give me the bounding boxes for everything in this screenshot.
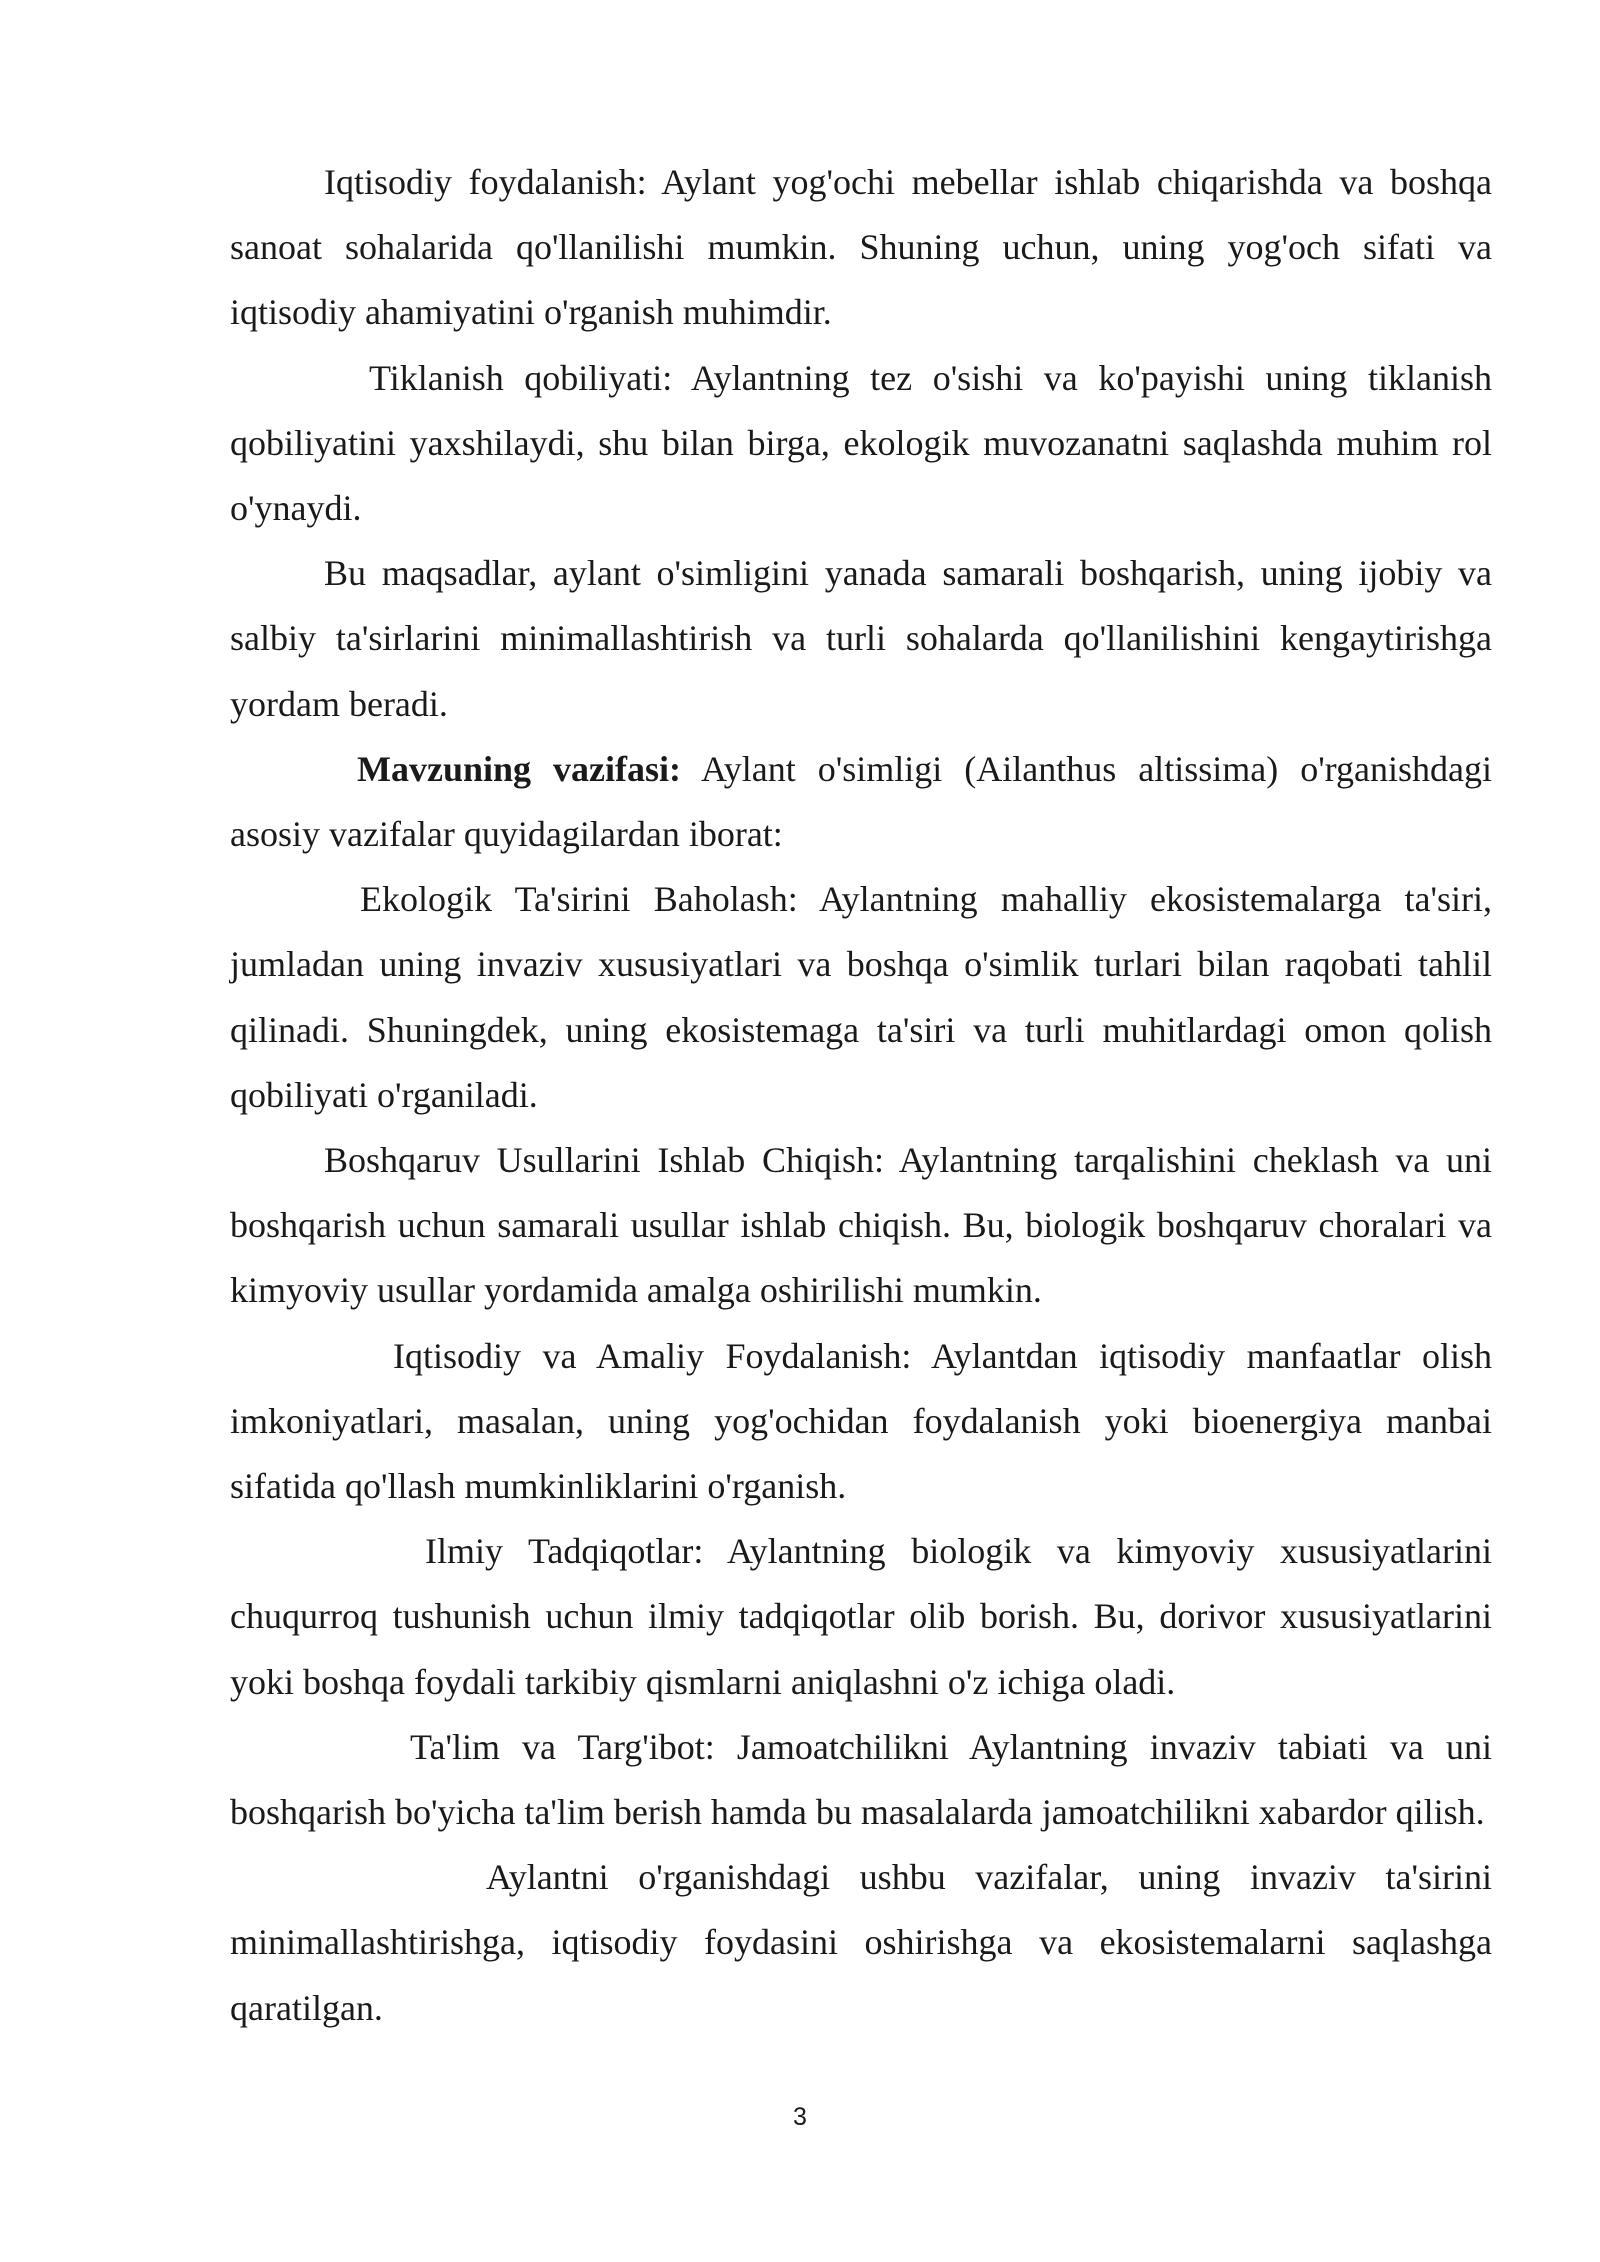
paragraph-conclusion xyxy=(230,1845,1492,2041)
paragraph-ekologik-tasir xyxy=(230,867,1492,1128)
paragraph-iqtisodiy-amaliy xyxy=(230,1324,1492,1520)
paragraph-text: Boshqaruv Usullarini Ishlab Chiqish: Aylantning tarqalishini cheklash va uni boshqarish uchun samarali usullar ishlab chiqish. Bu, biologik boshqaruv choralari va kimyoviy usullar yordamida amalga oshirilishi mumkin. xyxy=(230,1140,1492,1311)
paragraph-text: Iqtisodiy foydalanish: Aylant yog'ochi mebellar ishlab chiqarishda va boshqa sanoat sohalarida qo'llanilishi mumkin. Shuning uchun, uning yog'och sifati va iqtisodiy ahamiyatini o'rganish muhimdir. xyxy=(230,162,1492,333)
paragraph-talim-targibot xyxy=(230,1715,1492,1845)
paragraph-mavzuning-vazifasi xyxy=(230,737,1492,867)
paragraph-text: Bu maqsadlar, aylant o'simligini yanada samarali boshqarish, uning ijobiy va salbiy ta'sirlarini minimallashtirish va turli sohalarda qo'llanilishini kengaytirishga yordam beradi. xyxy=(230,553,1492,724)
paragraph-iqtisodiy-foydalanish xyxy=(230,150,1492,346)
body-text xyxy=(230,150,1492,2041)
paragraph-text: Ilmiy Tadqiqotlar: Aylantning biologik va kimyoviy xususiyatlarini chuqurroq tushunish uchun ilmiy tadqiqotlar olib borish. Bu, dorivor xususiyatlarini yoki boshqa foydali tarkibiy qismlarni aniqlashni o'z ichiga oladi. xyxy=(230,1531,1492,1702)
paragraph-maqsadlar-summary xyxy=(230,541,1492,737)
page-number: 3 xyxy=(793,2103,807,2131)
paragraph-ilmiy-tadqiqotlar xyxy=(230,1519,1492,1715)
paragraph-text: Aylantni o'rganishdagi ushbu vazifalar, uning invaziv ta'sirini minimallashtirishga, iqtisodiy foydasini oshirishga va ekosistemalarni saqlashga qaratilgan. xyxy=(230,1857,1492,2028)
paragraph-tiklanish-qobiliyati xyxy=(230,346,1492,542)
paragraph-text: Ekologik Ta'sirini Baholash: Aylantning mahalliy ekosistemalarga ta'siri, jumladan uning invaziv xususiyatlari va boshqa o'simlik turlari bilan raqobati tahlil qilinadi. Shuningdek, uning ekosistemaga ta'siri va turli muhitlardagi omon qolish qobiliyati o'rganiladi. xyxy=(230,879,1492,1115)
paragraph-text: Aylant o'simligi (Ailanthus altissima) o'rganishdagi asosiy vazifalar quyidagilardan iborat: xyxy=(230,748,1492,855)
paragraph-text: Iqtisodiy va Amaliy Foydalanish: Aylantdan iqtisodiy manfaatlar olish imkoniyatlari, masalan, uning yog'ochidan foydalanish yoki bioenergiya manbai sifatida qo'llash mumkinliklarini o'rganish. xyxy=(230,1335,1492,1507)
paragraph-boshqaruv-usullari xyxy=(230,1128,1492,1324)
section-heading-bold: Mavzuning vazifasi: xyxy=(357,748,681,789)
paragraph-text: Ta'lim va Targ'ibot: Jamoatchilikni Aylantning invaziv tabiati va uni boshqarish bo'yicha ta'lim berish hamda bu masalalarda jamoatchilikni xabardor qilish. xyxy=(230,1726,1492,1833)
paragraph-text: Tiklanish qobiliyati: Aylantning tez o'sishi va ko'payishi uning tiklanish qobiliyatini yaxshilaydi, shu bilan birga, ekologik muvozanatni saqlashda muhim rol o'ynaydi. xyxy=(230,357,1492,529)
